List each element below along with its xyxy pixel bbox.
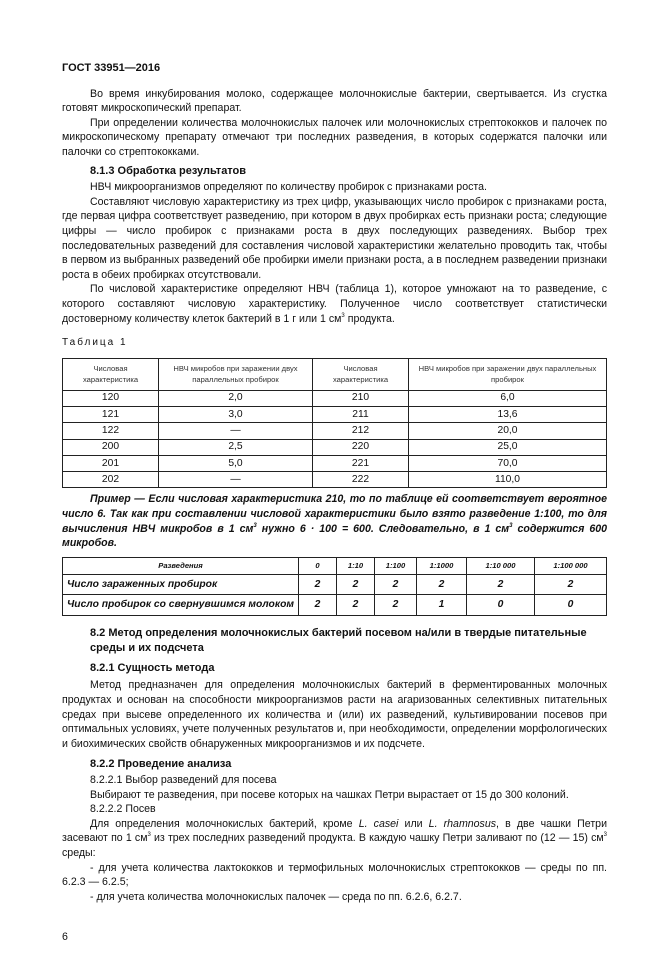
table-cell: 220 — [313, 439, 409, 455]
paragraph: Метод предназначен для определения молочнокислых бактерий в ферментированных молочных продуктах и основан на способности микроорганизмов расти на агаризованных селективных питательных средах при высеве определенного их количества и (или) их разведений, культивировании посевов при оптимальных условиях, учете полученных результатов и, при необходимости, определении морфологических и биохимических свойств обнаруженных микроорганизмов и их подсчете. — [62, 679, 607, 750]
subsection-heading: 8.2.2 Проведение анализа — [90, 758, 232, 771]
superscript: 3 — [603, 832, 607, 839]
list-item: - для учета количества молочнокислых палочек — среда по пп. 6.2.6, 6.2.7. — [90, 890, 462, 903]
section-8-2 — [62, 626, 607, 905]
table-cell: 2 — [467, 574, 535, 595]
document-page — [62, 0, 607, 975]
table-cell: — — [159, 472, 313, 488]
text: , в две чашки Петри засевают по 1 см — [62, 817, 607, 845]
table-row — [63, 472, 607, 488]
table-cell: 6,0 — [409, 390, 607, 406]
table-cell: 70,0 — [409, 455, 607, 471]
text: среды: — [62, 846, 96, 859]
intro-paragraphs — [62, 87, 607, 160]
superscript: 3 — [147, 832, 151, 839]
table-cell: 2 — [375, 595, 417, 616]
subsection-heading: 8.2.1 Сущность метода — [90, 661, 215, 674]
table-cell: 20,0 — [409, 423, 607, 439]
table-caption: Таблица 1 — [62, 337, 128, 349]
section-8-1-3 — [62, 164, 607, 327]
row-label: Число зараженных пробирок — [63, 574, 299, 595]
paragraph: 8.2.2.2 Посев — [90, 803, 156, 816]
text: продукта. — [344, 312, 395, 325]
table-cell: 212 — [313, 423, 409, 439]
table-cell: 2,0 — [159, 390, 313, 406]
column-header: Разведения — [63, 557, 299, 574]
table-row — [63, 390, 607, 406]
paragraph: НВЧ микроорганизмов определяют по количеству пробирок с признаками роста. — [90, 181, 487, 194]
table-cell: 221 — [313, 455, 409, 471]
table-cell: 121 — [63, 406, 159, 422]
table-cell: 222 — [313, 472, 409, 488]
table-row — [63, 595, 607, 616]
table-row — [63, 406, 607, 422]
text: Пример — Если числовая характеристика 210, то по таблице ей соответствует вероятное число 6. Так как при составлении числовой характеристики было взято разведение 1:100, то для вычисления НВЧ микробов в 1 см — [62, 493, 607, 535]
superscript: 3 — [341, 312, 345, 319]
table-row — [63, 423, 607, 439]
table-cell: 2 — [299, 574, 337, 595]
text: нужно 6 · 100 = 600. Следовательно, в 1 см — [256, 522, 510, 535]
table-cell: 1 — [417, 595, 467, 616]
species-name: L. casei — [358, 817, 399, 830]
text: содержится 600 микробов. — [62, 522, 607, 550]
table-cell: 211 — [313, 406, 409, 422]
text: Для определения молочнокислых бактерий, кроме — [90, 817, 359, 830]
table-cell: 2 — [375, 574, 417, 595]
table-cell: 200 — [63, 439, 159, 455]
table-cell: 210 — [313, 390, 409, 406]
column-header: 1:100 — [375, 557, 417, 574]
superscript: 3 — [509, 522, 513, 529]
table-cell: 122 — [63, 423, 159, 439]
table-cell: 2,5 — [159, 439, 313, 455]
paragraph: Во время инкубирования молоко, содержащее молочнокислые бактерии, свертывается. Из сгустка готовят микроскопический препарат. — [62, 87, 607, 115]
paragraph: При определении количества молочнокислых палочек или молочнокислых стрептококков и палочек по микроскопическому препарату отмечают три последних разведения, в которых содержатся палочки или палочки со стрептококками. — [62, 116, 607, 158]
paragraph: Составляют числовую характеристику из трех цифр, указывающих число пробирок с признаками роста, где первая цифра соответствует разведению, при котором в двух пробирках есть признаки роста; следующие цифры — число пробирок с признаками роста в двух последующих разведениях. Выбор трех последовательных разведений для составления числовой характеристики желательно проводить так, чтобы в первом из выбранных разведений обе пробирки имели признаки роста, а в последнем разведении признаки роста в обеих пробирках отсутствовали. — [62, 195, 607, 281]
document-header: ГОСТ 33951—2016 — [62, 62, 161, 74]
section-heading: 8.1.3 Обработка результатов — [90, 164, 247, 177]
list-item: - для учета количества лактококков и термофильных молочнокислых стрептококков — среды по пп. 6.2.3 — 6.2.5; — [62, 861, 607, 889]
table-cell: 25,0 — [409, 439, 607, 455]
table-cell: 5,0 — [159, 455, 313, 471]
column-header: Числовая характеристика — [313, 358, 409, 390]
paragraph: 8.2.2.1 Выбор разведений для посева — [90, 774, 277, 786]
table-row — [63, 455, 607, 471]
section-heading: 8.2 Метод определения молочнокислых бактерий посевом на/или в твердые питательные среды и их подсчета — [90, 626, 587, 654]
paragraph — [62, 817, 607, 861]
text: По числовой характеристике определяют НВЧ (таблица 1), которое умножают на то разведение, с которого составляют числовую характеристику. Полученное число соответствует статистически достоверному количеству клеток бактерий в 1 г или 1 см — [62, 283, 607, 325]
table-cell: — — [159, 423, 313, 439]
table-cell: 13,6 — [409, 406, 607, 422]
paragraph: Выбирают те разведения, при посеве которых на чашках Петри вырастает от 15 до 300 колоний. — [90, 788, 569, 801]
table-cell: 2 — [299, 595, 337, 616]
species-name: L. rhamnosus — [428, 817, 497, 830]
text: или — [398, 817, 429, 830]
table-cell: 120 — [63, 390, 159, 406]
column-header: НВЧ микробов при заражении двух параллельных пробирок — [159, 358, 313, 390]
table-cell: 2 — [417, 574, 467, 595]
column-header: 1:10 000 — [467, 557, 535, 574]
table-1 — [62, 358, 607, 489]
paragraph — [62, 282, 607, 326]
table-cell: 0 — [535, 595, 607, 616]
table-row — [63, 439, 607, 455]
table-cell: 2 — [337, 574, 375, 595]
example-note — [62, 492, 607, 550]
column-header: 1:100 000 — [535, 557, 607, 574]
superscript: 3 — [253, 522, 257, 529]
table-cell: 202 — [63, 472, 159, 488]
table-cell: 201 — [63, 455, 159, 471]
table-cell: 2 — [535, 574, 607, 595]
table-dilutions — [62, 557, 607, 616]
row-label: Число пробирок со свернувшимся молоком — [63, 595, 299, 616]
column-header: 1:10 — [337, 557, 375, 574]
table-cell: 2 — [337, 595, 375, 616]
table-cell: 3,0 — [159, 406, 313, 422]
column-header: 0 — [299, 557, 337, 574]
text: из трех последних разведений продукта. В каждую чашку Петри заливают по (12 — 15) см — [150, 832, 604, 845]
column-header: НВЧ микробов при заражении двух параллельных пробирок — [409, 358, 607, 390]
page-number: 6 — [62, 931, 68, 944]
table-cell: 110,0 — [409, 472, 607, 488]
column-header: 1:1000 — [417, 557, 467, 574]
column-header: Числовая характеристика — [63, 358, 159, 390]
table-cell: 0 — [467, 595, 535, 616]
table-row — [63, 574, 607, 595]
